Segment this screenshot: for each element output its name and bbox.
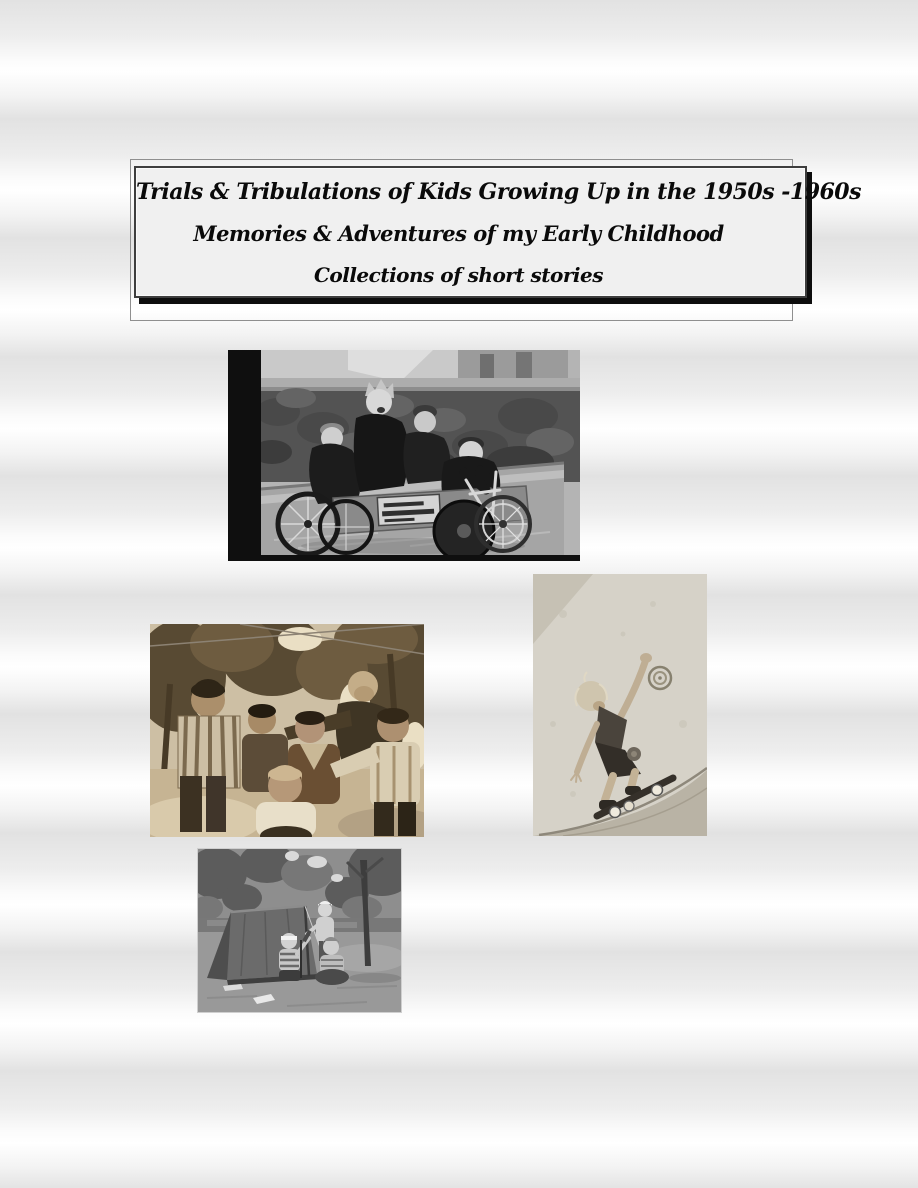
photo-boys-group [150, 624, 424, 837]
photo-soapbox-derby [228, 350, 580, 561]
photo-skateboarder [533, 574, 707, 836]
group-photo-illustration [150, 624, 424, 837]
title-line-1: Trials & Tribulations of Kids Growing Up in the 1950s -1960s [136, 179, 862, 205]
tent-photo-illustration [197, 848, 402, 1013]
title-line-3: Collections of short stories [313, 263, 604, 287]
photo-tent-camping [197, 848, 402, 1013]
skateboard-photo-illustration [533, 574, 707, 836]
title-box-outer-frame [130, 159, 862, 321]
title-line-2: Memories & Adventures of my Early Childhood [193, 221, 724, 246]
title-box [134, 166, 862, 298]
soapbox-photo-illustration [228, 350, 580, 561]
